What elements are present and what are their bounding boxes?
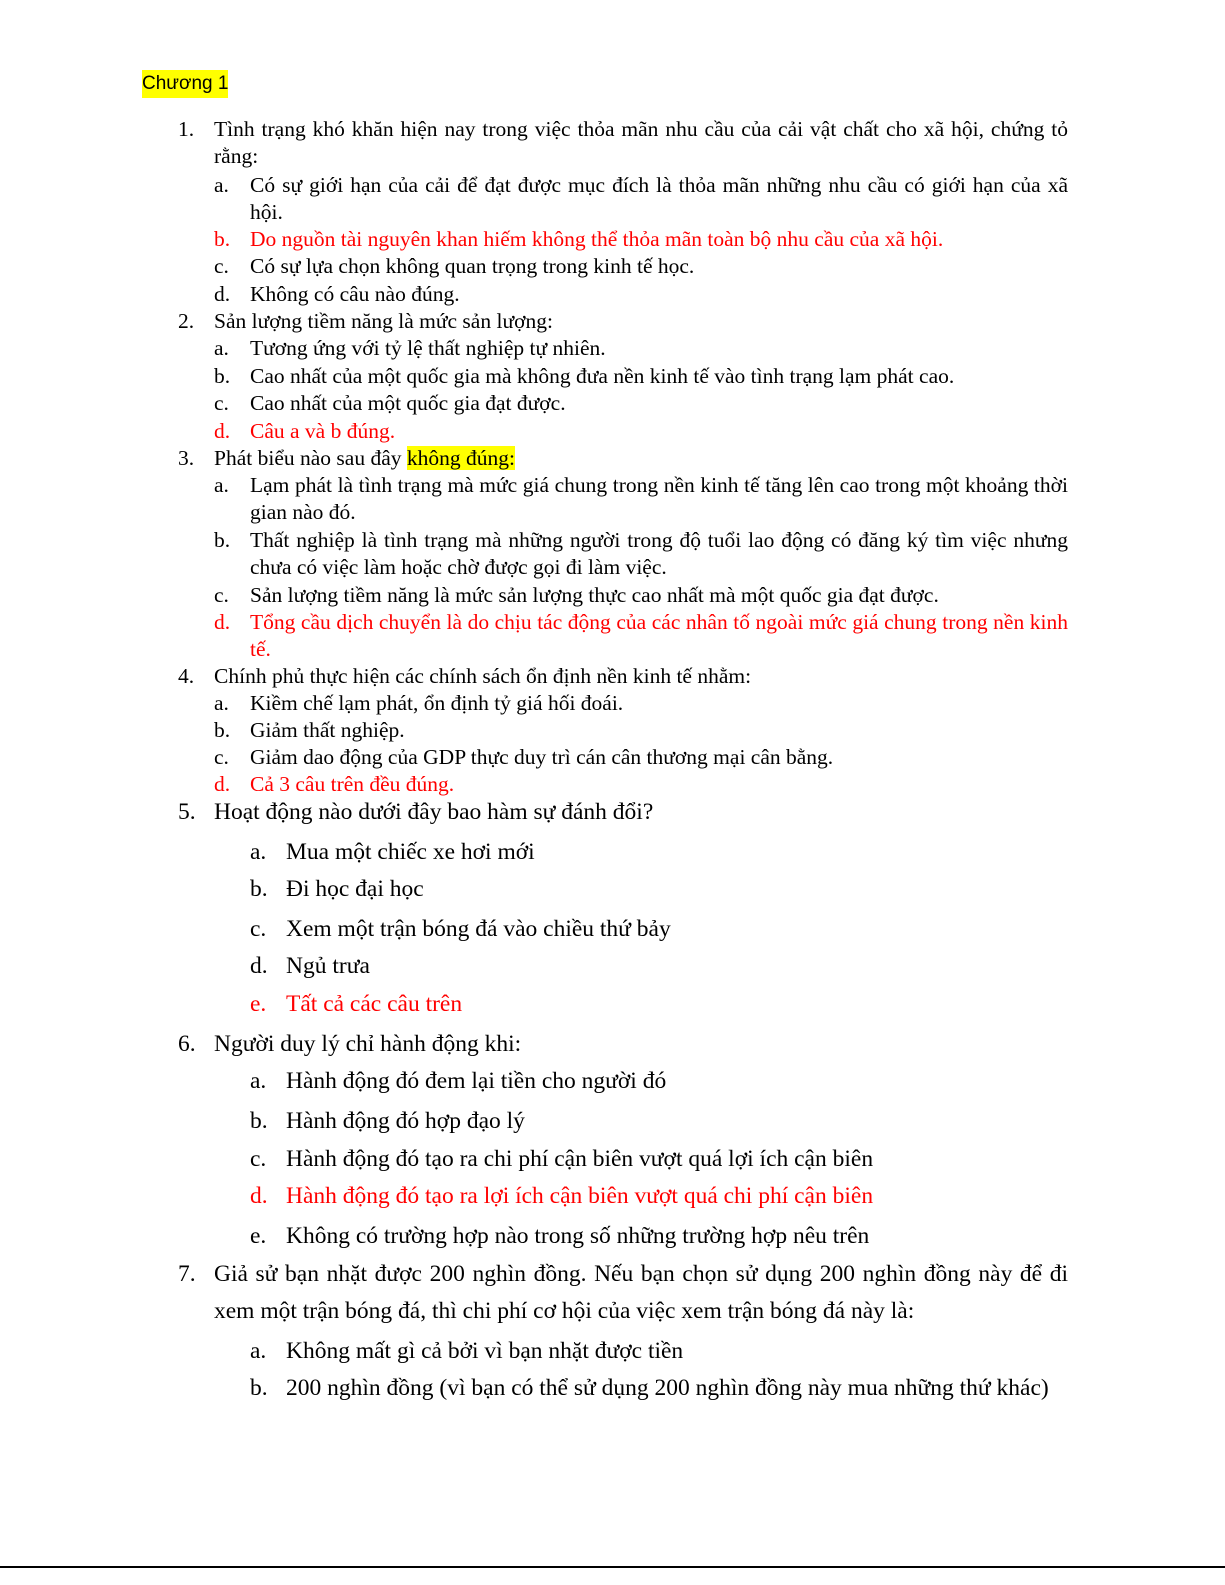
option-text: Cả 3 câu trên đều đúng. bbox=[250, 772, 455, 796]
option-letter: c. bbox=[214, 391, 229, 415]
option-letter: e. bbox=[250, 1223, 267, 1249]
option-letter: c. bbox=[250, 916, 267, 942]
option-letter: c. bbox=[214, 583, 229, 607]
option-text: Hành động đó đem lại tiền cho người đó bbox=[286, 1068, 667, 1094]
question-2 bbox=[178, 308, 1068, 335]
question-text-main: Phát biểu nào sau đây bbox=[214, 446, 407, 470]
option-6d-correct bbox=[250, 1178, 1068, 1215]
option-text: Lạm phát là tình trạng mà mức giá chung trong nền kinh tế tăng lên cao trong một khoảng thời gian nào đó. bbox=[250, 473, 1068, 524]
option-letter: a. bbox=[250, 1068, 267, 1094]
option-text: Giảm dao động của GDP thực duy trì cán cân thương mại cân bằng. bbox=[250, 745, 834, 769]
question-number: 1. bbox=[178, 117, 195, 141]
option-letter: d. bbox=[250, 1183, 268, 1209]
option-letter: b. bbox=[250, 1108, 268, 1134]
option-letter: b. bbox=[214, 528, 231, 552]
option-text: Mua một chiếc xe hơi mới bbox=[286, 839, 535, 865]
question-number: 5. bbox=[178, 799, 196, 825]
option-letter: a. bbox=[214, 173, 229, 197]
question-text: Hoạt động nào dưới đây bao hàm sự đánh đổi? bbox=[214, 799, 654, 825]
option-4b bbox=[214, 717, 1068, 744]
option-2b bbox=[214, 363, 1068, 390]
option-4c bbox=[214, 744, 1068, 771]
option-2a bbox=[214, 335, 1068, 362]
option-text: Đi học đại học bbox=[286, 876, 424, 902]
option-text: Tổng cầu dịch chuyển là do chịu tác động của các nhân tố ngoài mức giá chung trong nền kinh tế. bbox=[250, 610, 1068, 661]
option-2c bbox=[214, 390, 1068, 417]
highlighted-phrase: không đúng: bbox=[406, 446, 515, 470]
option-6c bbox=[250, 1141, 1068, 1178]
option-letter: d. bbox=[214, 282, 231, 306]
option-letter: c. bbox=[214, 254, 229, 278]
option-letter: b. bbox=[214, 227, 231, 251]
option-3d-correct bbox=[214, 609, 1068, 663]
option-text: Giảm thất nghiệp. bbox=[250, 718, 405, 742]
option-text: Cao nhất của một quốc gia đạt được. bbox=[250, 391, 566, 415]
question-text: Tình trạng khó khăn hiện nay trong việc thỏa mãn nhu cầu của cải vật chất cho xã hội, chứng tỏ rằng: bbox=[214, 117, 1068, 168]
question-1 bbox=[178, 116, 1068, 170]
option-letter: b. bbox=[250, 1375, 268, 1401]
option-letter: b. bbox=[250, 876, 268, 902]
option-7b bbox=[250, 1370, 1068, 1407]
question-number: 4. bbox=[178, 664, 195, 688]
option-letter: c. bbox=[214, 745, 229, 769]
option-letter: d. bbox=[214, 419, 231, 443]
option-letter: a. bbox=[250, 1338, 267, 1364]
question-number: 7. bbox=[178, 1261, 196, 1287]
option-text: Kiềm chế lạm phát, ổn định tỷ giá hối đoái. bbox=[250, 691, 624, 715]
chapter-heading: Chương 1 bbox=[142, 70, 228, 98]
option-text: Cao nhất của một quốc gia mà không đưa nền kinh tế vào tình trạng lạm phát cao. bbox=[250, 364, 955, 388]
question-text: Người duy lý chỉ hành động khi: bbox=[214, 1031, 522, 1057]
option-1d bbox=[214, 281, 1068, 308]
option-3b bbox=[214, 527, 1068, 581]
option-5a bbox=[250, 834, 1068, 871]
option-text: Không có câu nào đúng. bbox=[250, 282, 460, 306]
question-number: 6. bbox=[178, 1031, 196, 1057]
option-5c bbox=[250, 911, 1068, 948]
question-text: Sản lượng tiềm năng là mức sản lượng: bbox=[214, 309, 553, 333]
option-2d-correct bbox=[214, 418, 1068, 445]
option-letter: a. bbox=[214, 691, 229, 715]
question-text: Chính phủ thực hiện các chính sách ổn định nền kinh tế nhằm: bbox=[214, 664, 752, 688]
option-5b bbox=[250, 871, 1068, 908]
question-text: Giả sử bạn nhặt được 200 nghìn đồng. Nếu bạn chọn sử dụng 200 nghìn đồng này để đi xem một trận bóng đá, thì chi phí cơ hội của việc xem trận bóng đá này là: bbox=[214, 1261, 1068, 1324]
page-bottom-border bbox=[0, 1566, 1225, 1568]
option-text: Không có trường hợp nào trong số những trường hợp nêu trên bbox=[286, 1223, 870, 1249]
option-3a bbox=[214, 472, 1068, 526]
option-text: 200 nghìn đồng (vì bạn có thể sử dụng 200 nghìn đồng này mua những thứ khác) bbox=[286, 1375, 1049, 1401]
option-text: Ngủ trưa bbox=[286, 953, 370, 979]
option-5e-correct bbox=[250, 986, 1068, 1023]
option-letter: e. bbox=[250, 991, 267, 1017]
option-text: Có sự lựa chọn không quan trọng trong kinh tế học. bbox=[250, 254, 695, 278]
question-4 bbox=[178, 663, 1068, 690]
option-letter: d. bbox=[214, 610, 231, 634]
option-text: Có sự giới hạn của cải để đạt được mục đích là thỏa mãn những nhu cầu có giới hạn của xã hội. bbox=[250, 173, 1068, 224]
question-number: 2. bbox=[178, 309, 195, 333]
option-4a bbox=[214, 690, 1068, 717]
option-6b bbox=[250, 1103, 1068, 1140]
option-7a bbox=[250, 1333, 1068, 1370]
option-text: Câu a và b đúng. bbox=[250, 419, 396, 443]
option-1a bbox=[214, 172, 1068, 226]
option-1b-correct bbox=[214, 226, 1068, 253]
question-text bbox=[214, 445, 1068, 472]
option-letter: d. bbox=[250, 953, 268, 979]
option-letter: b. bbox=[214, 718, 231, 742]
option-5d bbox=[250, 948, 1068, 985]
question-7 bbox=[178, 1256, 1068, 1330]
option-letter: a. bbox=[214, 336, 229, 360]
option-text: Sản lượng tiềm năng là mức sản lượng thực cao nhất mà một quốc gia đạt được. bbox=[250, 583, 939, 607]
option-text: Tất cả các câu trên bbox=[286, 991, 463, 1017]
option-text: Không mất gì cả bởi vì bạn nhặt được tiền bbox=[286, 1338, 684, 1364]
question-6 bbox=[178, 1026, 1068, 1063]
option-3c bbox=[214, 582, 1068, 609]
option-letter: a. bbox=[214, 473, 229, 497]
option-letter: a. bbox=[250, 839, 267, 865]
option-text: Hành động đó hợp đạo lý bbox=[286, 1108, 525, 1134]
option-text: Xem một trận bóng đá vào chiều thứ bảy bbox=[286, 916, 671, 942]
question-5 bbox=[178, 794, 1068, 831]
option-text: Hành động đó tạo ra lợi ích cận biên vượt quá chi phí cận biên bbox=[286, 1183, 874, 1209]
option-letter: b. bbox=[214, 364, 231, 388]
option-text: Do nguồn tài nguyên khan hiếm không thể thỏa mãn toàn bộ nhu cầu của xã hội. bbox=[250, 227, 944, 251]
option-1c bbox=[214, 253, 1068, 280]
option-letter: c. bbox=[250, 1146, 267, 1172]
question-number: 3. bbox=[178, 446, 195, 470]
option-6a bbox=[250, 1063, 1068, 1100]
option-text: Hành động đó tạo ra chi phí cận biên vượt quá lợi ích cận biên bbox=[286, 1146, 874, 1172]
option-text: Thất nghiệp là tình trạng mà những người trong độ tuổi lao động có đăng ký tìm việc nhưng chưa có việc làm hoặc chờ được gọi đi làm việc. bbox=[250, 528, 1068, 579]
option-letter: d. bbox=[214, 772, 231, 796]
option-text: Tương ứng với tỷ lệ thất nghiệp tự nhiên. bbox=[250, 336, 606, 360]
option-6e bbox=[250, 1218, 1068, 1255]
question-3 bbox=[178, 445, 1068, 472]
